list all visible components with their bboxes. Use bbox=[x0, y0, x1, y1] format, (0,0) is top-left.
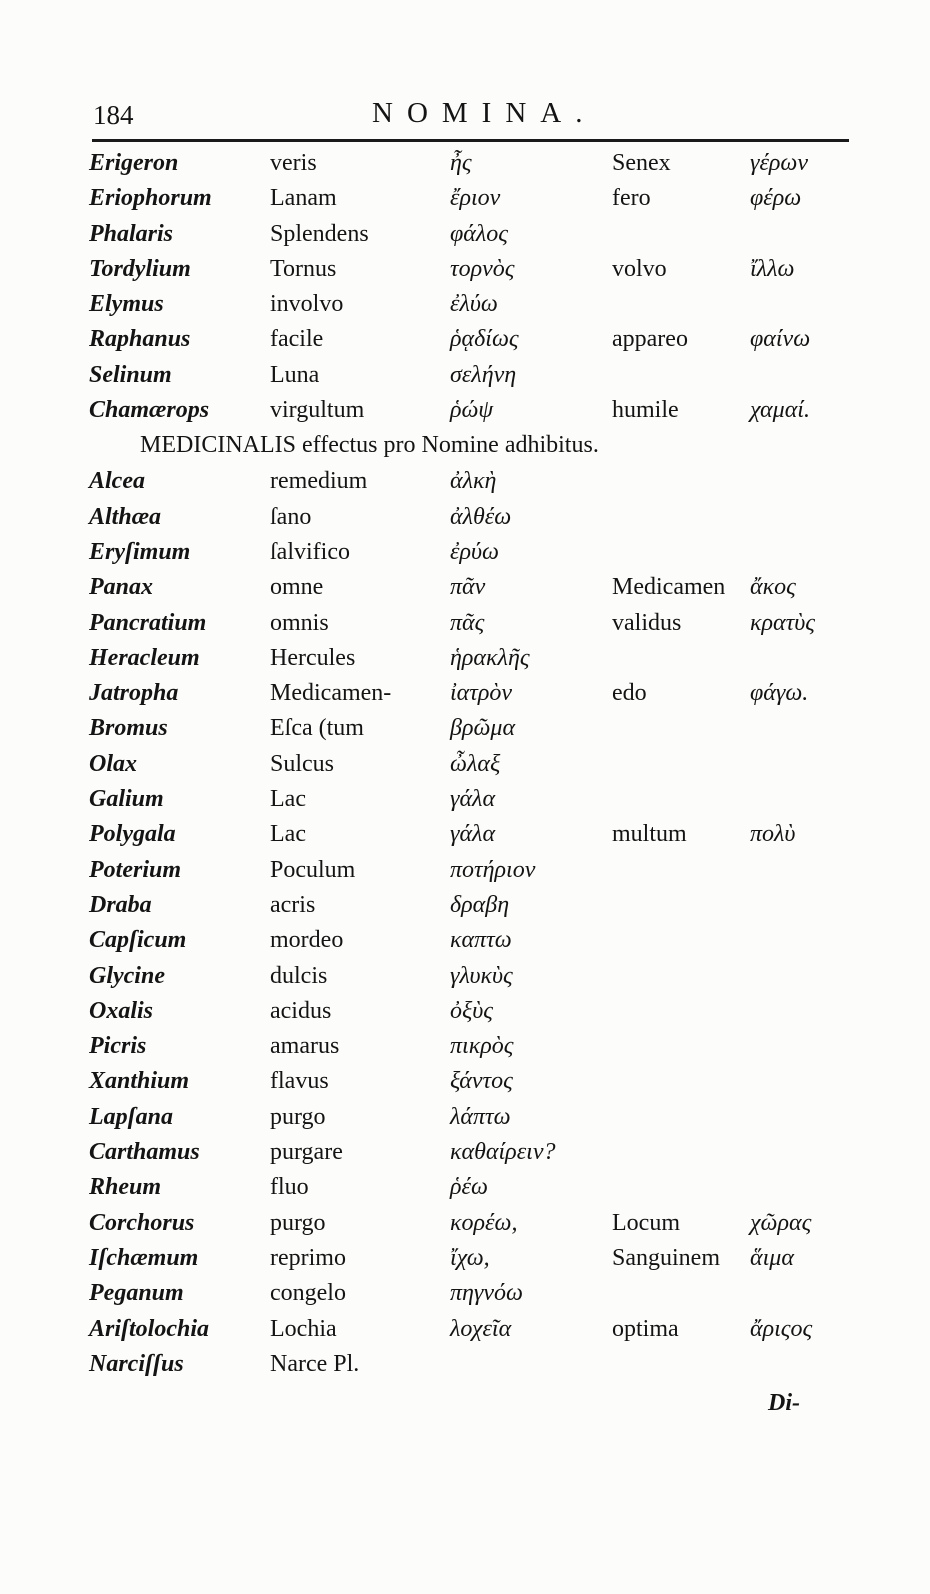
genus-name: Chamærops bbox=[89, 397, 210, 424]
latin-meaning: involvo bbox=[270, 291, 344, 318]
latin-meaning: Eſca (tum bbox=[270, 715, 364, 742]
greek-root: ῥέω bbox=[450, 1174, 488, 1201]
glossary-row bbox=[0, 395, 930, 430]
glossary-row bbox=[0, 537, 930, 572]
greek-root: ῥᾳδίως bbox=[450, 326, 519, 353]
genus-name: Peganum bbox=[89, 1280, 184, 1307]
glossary-row bbox=[0, 713, 930, 748]
greek-root: ἀλκὴ bbox=[450, 468, 497, 495]
glossary-row bbox=[0, 1137, 930, 1172]
latin-gloss: optima bbox=[612, 1315, 679, 1342]
latin-meaning: ſalvifico bbox=[270, 538, 350, 565]
glossary-rows-medicinal bbox=[0, 466, 930, 1384]
latin-meaning: purgo bbox=[270, 1103, 326, 1130]
latin-meaning: flavus bbox=[270, 1068, 329, 1095]
greek-root: καπτω bbox=[450, 927, 512, 954]
glossary-row bbox=[0, 324, 930, 359]
glossary-row bbox=[0, 183, 930, 218]
latin-gloss: Senex bbox=[612, 150, 671, 176]
greek-root: φάλος bbox=[450, 220, 509, 247]
greek-root: ὀξὺς bbox=[450, 997, 494, 1024]
glossary-row bbox=[0, 890, 930, 925]
greek-gloss: ἄκος bbox=[750, 574, 796, 601]
latin-meaning: virgultum bbox=[270, 397, 365, 424]
greek-root: καθαίρειν? bbox=[450, 1139, 556, 1166]
genus-name: Corchorus bbox=[89, 1209, 195, 1236]
latin-meaning: Lac bbox=[270, 821, 306, 848]
latin-meaning: Poculum bbox=[270, 856, 356, 883]
glossary-row bbox=[0, 572, 930, 607]
latin-meaning: Lanam bbox=[270, 185, 337, 212]
glossary-row bbox=[0, 819, 930, 854]
genus-name: Panax bbox=[89, 574, 154, 601]
genus-name: Polygala bbox=[89, 821, 176, 848]
glossary-row bbox=[0, 784, 930, 819]
glossary-row bbox=[0, 1031, 930, 1066]
glossary-row bbox=[0, 360, 930, 395]
genus-name: Bromus bbox=[89, 715, 168, 742]
section-heading: MEDICINALIS effectus pro Nomine adhibitus. bbox=[140, 432, 599, 459]
genus-name: Erigeron bbox=[89, 150, 179, 176]
genus-name: Eriophorum bbox=[89, 185, 212, 212]
greek-gloss: πολὺ bbox=[750, 821, 796, 848]
genus-name: Pancratium bbox=[89, 609, 207, 636]
glossary-row bbox=[0, 289, 930, 324]
greek-root: σελήνη bbox=[450, 361, 517, 388]
genus-name: Elymus bbox=[89, 291, 164, 318]
latin-gloss: Sanguinem bbox=[612, 1244, 720, 1271]
glossary-rows-etymological bbox=[0, 148, 930, 430]
greek-root: πηγνόω bbox=[450, 1280, 523, 1307]
glossary-row bbox=[0, 1243, 930, 1278]
genus-name: Lapſana bbox=[89, 1103, 173, 1130]
genus-name: Picris bbox=[89, 1033, 147, 1060]
latin-gloss: appareo bbox=[612, 326, 688, 353]
genus-name: Selinum bbox=[89, 361, 172, 388]
glossary-row bbox=[0, 749, 930, 784]
greek-root: βρῶμα bbox=[450, 715, 516, 742]
glossary-row bbox=[0, 1208, 930, 1243]
genus-name: Althæa bbox=[89, 503, 162, 530]
latin-meaning: veris bbox=[270, 150, 317, 176]
latin-meaning: Sulcus bbox=[270, 750, 335, 777]
glossary-row bbox=[0, 678, 930, 713]
glossary-row bbox=[0, 1102, 930, 1137]
genus-name: Ariſtolochia bbox=[89, 1315, 210, 1342]
greek-root: γάλα bbox=[450, 821, 496, 848]
greek-gloss: κρατὺς bbox=[750, 609, 815, 636]
latin-meaning: Lac bbox=[270, 786, 306, 813]
header-rule bbox=[92, 139, 849, 142]
glossary-row bbox=[0, 608, 930, 643]
latin-gloss: multum bbox=[612, 821, 687, 848]
genus-name: Alcea bbox=[89, 468, 145, 495]
genus-name: Narciſſus bbox=[89, 1350, 184, 1377]
genus-name: Phalaris bbox=[89, 220, 174, 247]
latin-meaning: congelo bbox=[270, 1280, 346, 1307]
genus-name: Olax bbox=[89, 750, 137, 777]
latin-meaning: omne bbox=[270, 574, 324, 601]
latin-gloss: volvo bbox=[612, 255, 667, 282]
greek-root: δραβη bbox=[450, 891, 510, 918]
genus-name: Poterium bbox=[89, 856, 182, 883]
greek-root: πᾶς bbox=[450, 609, 485, 636]
genus-name: Glycine bbox=[89, 962, 165, 989]
greek-root: ῥώψ bbox=[450, 397, 494, 424]
glossary-row bbox=[0, 219, 930, 254]
greek-root: γάλα bbox=[450, 786, 496, 813]
glossary-row bbox=[0, 254, 930, 289]
glossary-row bbox=[0, 996, 930, 1031]
greek-root: ἐλύω bbox=[450, 291, 498, 318]
glossary-row bbox=[0, 1172, 930, 1207]
greek-root: κορέω, bbox=[450, 1209, 518, 1236]
greek-gloss: χαμαί. bbox=[750, 397, 810, 424]
greek-root: ἰατρὸν bbox=[450, 680, 513, 707]
greek-root: λάπτω bbox=[450, 1103, 511, 1130]
greek-gloss: χῶρας bbox=[750, 1209, 812, 1236]
glossary-row bbox=[0, 855, 930, 890]
greek-root: ἀλθέω bbox=[450, 503, 512, 530]
greek-root: ἴχω, bbox=[450, 1244, 490, 1271]
greek-root: πᾶν bbox=[450, 574, 486, 601]
glossary-row bbox=[0, 925, 930, 960]
genus-name: Xanthium bbox=[89, 1068, 190, 1095]
latin-meaning: facile bbox=[270, 326, 324, 353]
glossary-table bbox=[0, 148, 930, 1384]
greek-gloss: ἴλλω bbox=[750, 255, 795, 282]
glossary-row bbox=[0, 1066, 930, 1101]
latin-meaning: fluo bbox=[270, 1174, 309, 1201]
genus-name: Raphanus bbox=[89, 326, 191, 353]
glossary-row bbox=[0, 1349, 930, 1384]
latin-gloss: Locum bbox=[612, 1209, 680, 1236]
latin-meaning: acris bbox=[270, 891, 316, 918]
greek-root: ἦς bbox=[450, 150, 472, 176]
greek-root: ὦλαξ bbox=[450, 750, 501, 777]
latin-meaning: acidus bbox=[270, 997, 332, 1024]
glossary-row bbox=[0, 148, 930, 183]
latin-meaning: amarus bbox=[270, 1033, 340, 1060]
latin-meaning: Luna bbox=[270, 361, 320, 388]
greek-gloss: ἅιμα bbox=[750, 1244, 794, 1271]
latin-meaning: Narce Pl. bbox=[270, 1350, 360, 1377]
latin-gloss: validus bbox=[612, 609, 682, 636]
greek-root: ἡρακλῆς bbox=[450, 644, 530, 671]
glossary-row bbox=[0, 643, 930, 678]
latin-meaning: remedium bbox=[270, 468, 368, 495]
genus-name: Galium bbox=[89, 786, 164, 813]
latin-meaning: Splendens bbox=[270, 220, 369, 247]
latin-meaning: mordeo bbox=[270, 927, 344, 954]
latin-meaning: reprimo bbox=[270, 1244, 346, 1271]
genus-name: Draba bbox=[89, 891, 152, 918]
latin-meaning: Hercules bbox=[270, 644, 356, 671]
genus-name: Capſicum bbox=[89, 927, 187, 954]
glossary-row bbox=[0, 961, 930, 996]
latin-meaning: Medicamen- bbox=[270, 680, 392, 707]
latin-meaning: ſano bbox=[270, 503, 312, 530]
glossary-row bbox=[0, 1278, 930, 1313]
genus-name: Rheum bbox=[89, 1174, 162, 1201]
latin-gloss: edo bbox=[612, 680, 647, 707]
greek-root: ἐρύω bbox=[450, 538, 499, 565]
greek-gloss: γέρων bbox=[750, 150, 809, 176]
latin-meaning: omnis bbox=[270, 609, 329, 636]
greek-root: τορνὸς bbox=[450, 255, 515, 282]
page-number: 184 bbox=[93, 100, 134, 130]
greek-root: πικρὸς bbox=[450, 1033, 514, 1060]
greek-root: λοχεῖα bbox=[450, 1315, 512, 1342]
genus-name: Iſchæmum bbox=[89, 1244, 199, 1271]
genus-name: Oxalis bbox=[89, 997, 154, 1024]
greek-gloss: φάγω. bbox=[750, 680, 809, 707]
latin-gloss: Medicamen bbox=[612, 574, 726, 601]
genus-name: Tordylium bbox=[89, 255, 191, 282]
section-heading-row bbox=[0, 430, 930, 466]
latin-gloss: fero bbox=[612, 185, 651, 212]
glossary-row bbox=[0, 1314, 930, 1349]
latin-gloss: humile bbox=[612, 397, 679, 424]
glossary-row bbox=[0, 466, 930, 501]
latin-meaning: Lochia bbox=[270, 1315, 337, 1342]
genus-name: Jatropha bbox=[89, 680, 179, 707]
greek-root: ξάντος bbox=[450, 1068, 513, 1095]
genus-name: Heracleum bbox=[89, 644, 200, 671]
greek-root: ἔριον bbox=[450, 185, 501, 212]
latin-meaning: dulcis bbox=[270, 962, 328, 989]
latin-meaning: Tornus bbox=[270, 255, 337, 282]
latin-meaning: purgo bbox=[270, 1209, 326, 1236]
greek-gloss: φαίνω bbox=[750, 326, 811, 353]
genus-name: Eryſimum bbox=[89, 538, 191, 565]
greek-gloss: φέρω bbox=[750, 185, 802, 212]
latin-meaning: purgare bbox=[270, 1139, 343, 1166]
greek-root: ποτήριον bbox=[450, 856, 536, 883]
genus-name: Carthamus bbox=[89, 1139, 200, 1166]
greek-gloss: ἄριςος bbox=[750, 1315, 813, 1342]
greek-root: γλυκὺς bbox=[450, 962, 513, 989]
catchword: Di- bbox=[768, 1390, 800, 1416]
running-title: NOMINA. bbox=[372, 97, 597, 129]
glossary-row bbox=[0, 502, 930, 537]
